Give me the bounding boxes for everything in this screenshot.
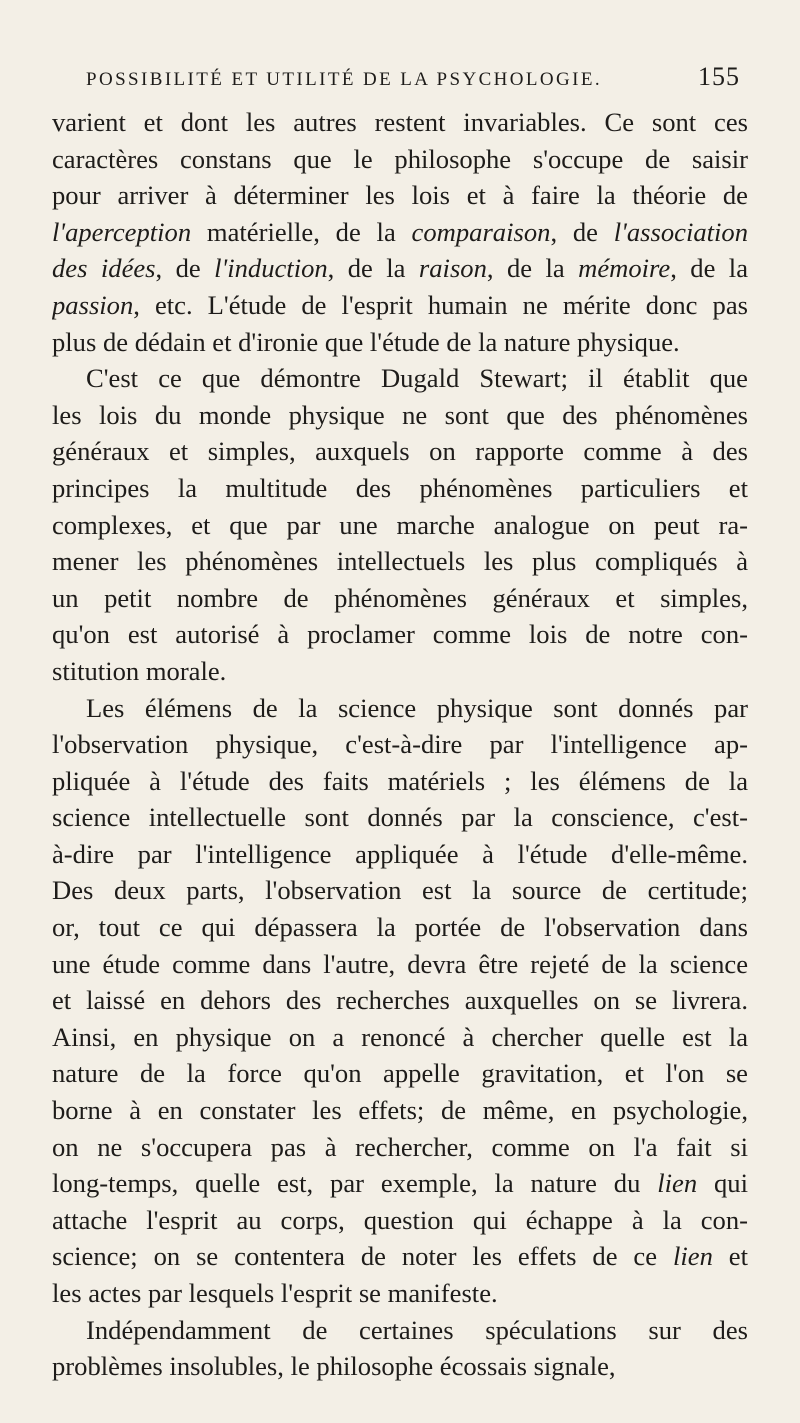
text-line: des idées, de l'induction, de la raison, de la mémoire, de la: [52, 253, 748, 284]
text-line: généraux et simples, auxquels on rapporte comme à des: [52, 436, 748, 467]
text-line: Ainsi, en physique on a renoncé à chercher quelle est la: [52, 1021, 748, 1052]
text-line: les actes par lesquels l'esprit se manifeste.: [52, 1278, 498, 1308]
text-line: stitution morale.: [52, 655, 227, 686]
text-line: Indépendamment de certaines spéculations sur des: [86, 1314, 748, 1345]
text-line: plus de dédain et d'ironie que l'étude de la nature physique.: [52, 326, 680, 357]
text-line: pliquée à l'étude des faits matériels ; les élémens de la: [52, 765, 748, 796]
text-line: une étude comme dans l'autre, devra être rejeté de la science: [52, 948, 748, 979]
text-line: un petit nombre de phénomènes généraux et simples,: [52, 582, 748, 613]
body-text: [52, 104, 748, 1385]
italic-term: l'association: [613, 216, 748, 247]
text-line: varient et dont les autres restent invariables. Ce sont ces: [52, 107, 748, 137]
paragraph: [52, 1312, 748, 1385]
italic-term: l'aperception: [52, 216, 192, 247]
text-line: Les élémens de la science physique sont donnés par: [86, 692, 748, 723]
text-line: on ne s'occupera pas à rechercher, comme on l'a fait si: [52, 1131, 748, 1162]
text-line: passion, etc. L'étude de l'esprit humain ne mérite donc pas: [52, 289, 748, 320]
text-line: qu'on est autorisé à proclamer comme lois de notre con-: [52, 619, 748, 650]
text-line: attache l'esprit au corps, question qui échappe à la con-: [52, 1204, 748, 1235]
text-line: long-temps, quelle est, par exemple, la nature du lien qui: [52, 1168, 748, 1199]
text-line: C'est ce que démontre Dugald Stewart; il établit que: [86, 363, 748, 394]
page-number: 155: [698, 62, 740, 91]
text-line: Des deux parts, l'observation est la source de certitude;: [52, 875, 748, 906]
italic-term: des idées: [52, 253, 156, 284]
italic-term: l'induction: [214, 253, 328, 284]
italic-term: lien: [657, 1168, 698, 1199]
text-line: l'observation physique, c'est-à-dire par l'intelligence ap-: [52, 729, 748, 760]
italic-term: mémoire: [578, 253, 671, 284]
italic-term: passion: [52, 289, 134, 320]
text-line: nature de la force qu'on appelle gravitation, et l'on se: [52, 1058, 748, 1089]
text-line: mener les phénomènes intellectuels les plus compliqués à: [52, 546, 748, 577]
text-line: principes la multitude des phénomènes particuliers et: [52, 472, 748, 503]
running-title: POSSIBILITÉ ET UTILITÉ DE LA PSYCHOLOGIE.: [86, 69, 603, 90]
text-line: pour arriver à déterminer les lois et à faire la théorie de: [52, 180, 748, 211]
paragraph: [52, 104, 748, 360]
paragraph: [52, 360, 748, 689]
text-line: les lois du monde physique ne sont que des phénomènes: [52, 399, 748, 430]
text-line: borne à en constater les effets; de même, en psychologie,: [52, 1095, 748, 1126]
text-line: l'aperception matérielle, de la comparaison, de l'association: [52, 216, 748, 247]
text-line: science intellectuelle sont donnés par la conscience, c'est-: [52, 802, 748, 833]
italic-term: raison: [418, 253, 487, 284]
italic-term: lien: [672, 1241, 713, 1272]
text-line: à-dire par l'intelligence appliquée à l'étude d'elle-même.: [52, 838, 748, 869]
running-head: [86, 62, 740, 104]
text-line: or, tout ce qui dépassera la portée de l'observation dans: [52, 912, 748, 943]
text-line: science; on se contentera de noter les effets de ce lien et: [52, 1241, 748, 1272]
paragraph: [52, 690, 748, 1312]
italic-term: comparaison: [411, 216, 551, 247]
text-line: problèmes insolubles, le philosophe écossais signale,: [52, 1351, 616, 1382]
text-line: et laissé en dehors des recherches auxquelles on se livrera.: [52, 985, 748, 1016]
text-line: complexes, et que par une marche analogue on peut ra-: [52, 509, 748, 540]
text-line: caractères constans que le philosophe s'occupe de saisir: [52, 143, 748, 174]
